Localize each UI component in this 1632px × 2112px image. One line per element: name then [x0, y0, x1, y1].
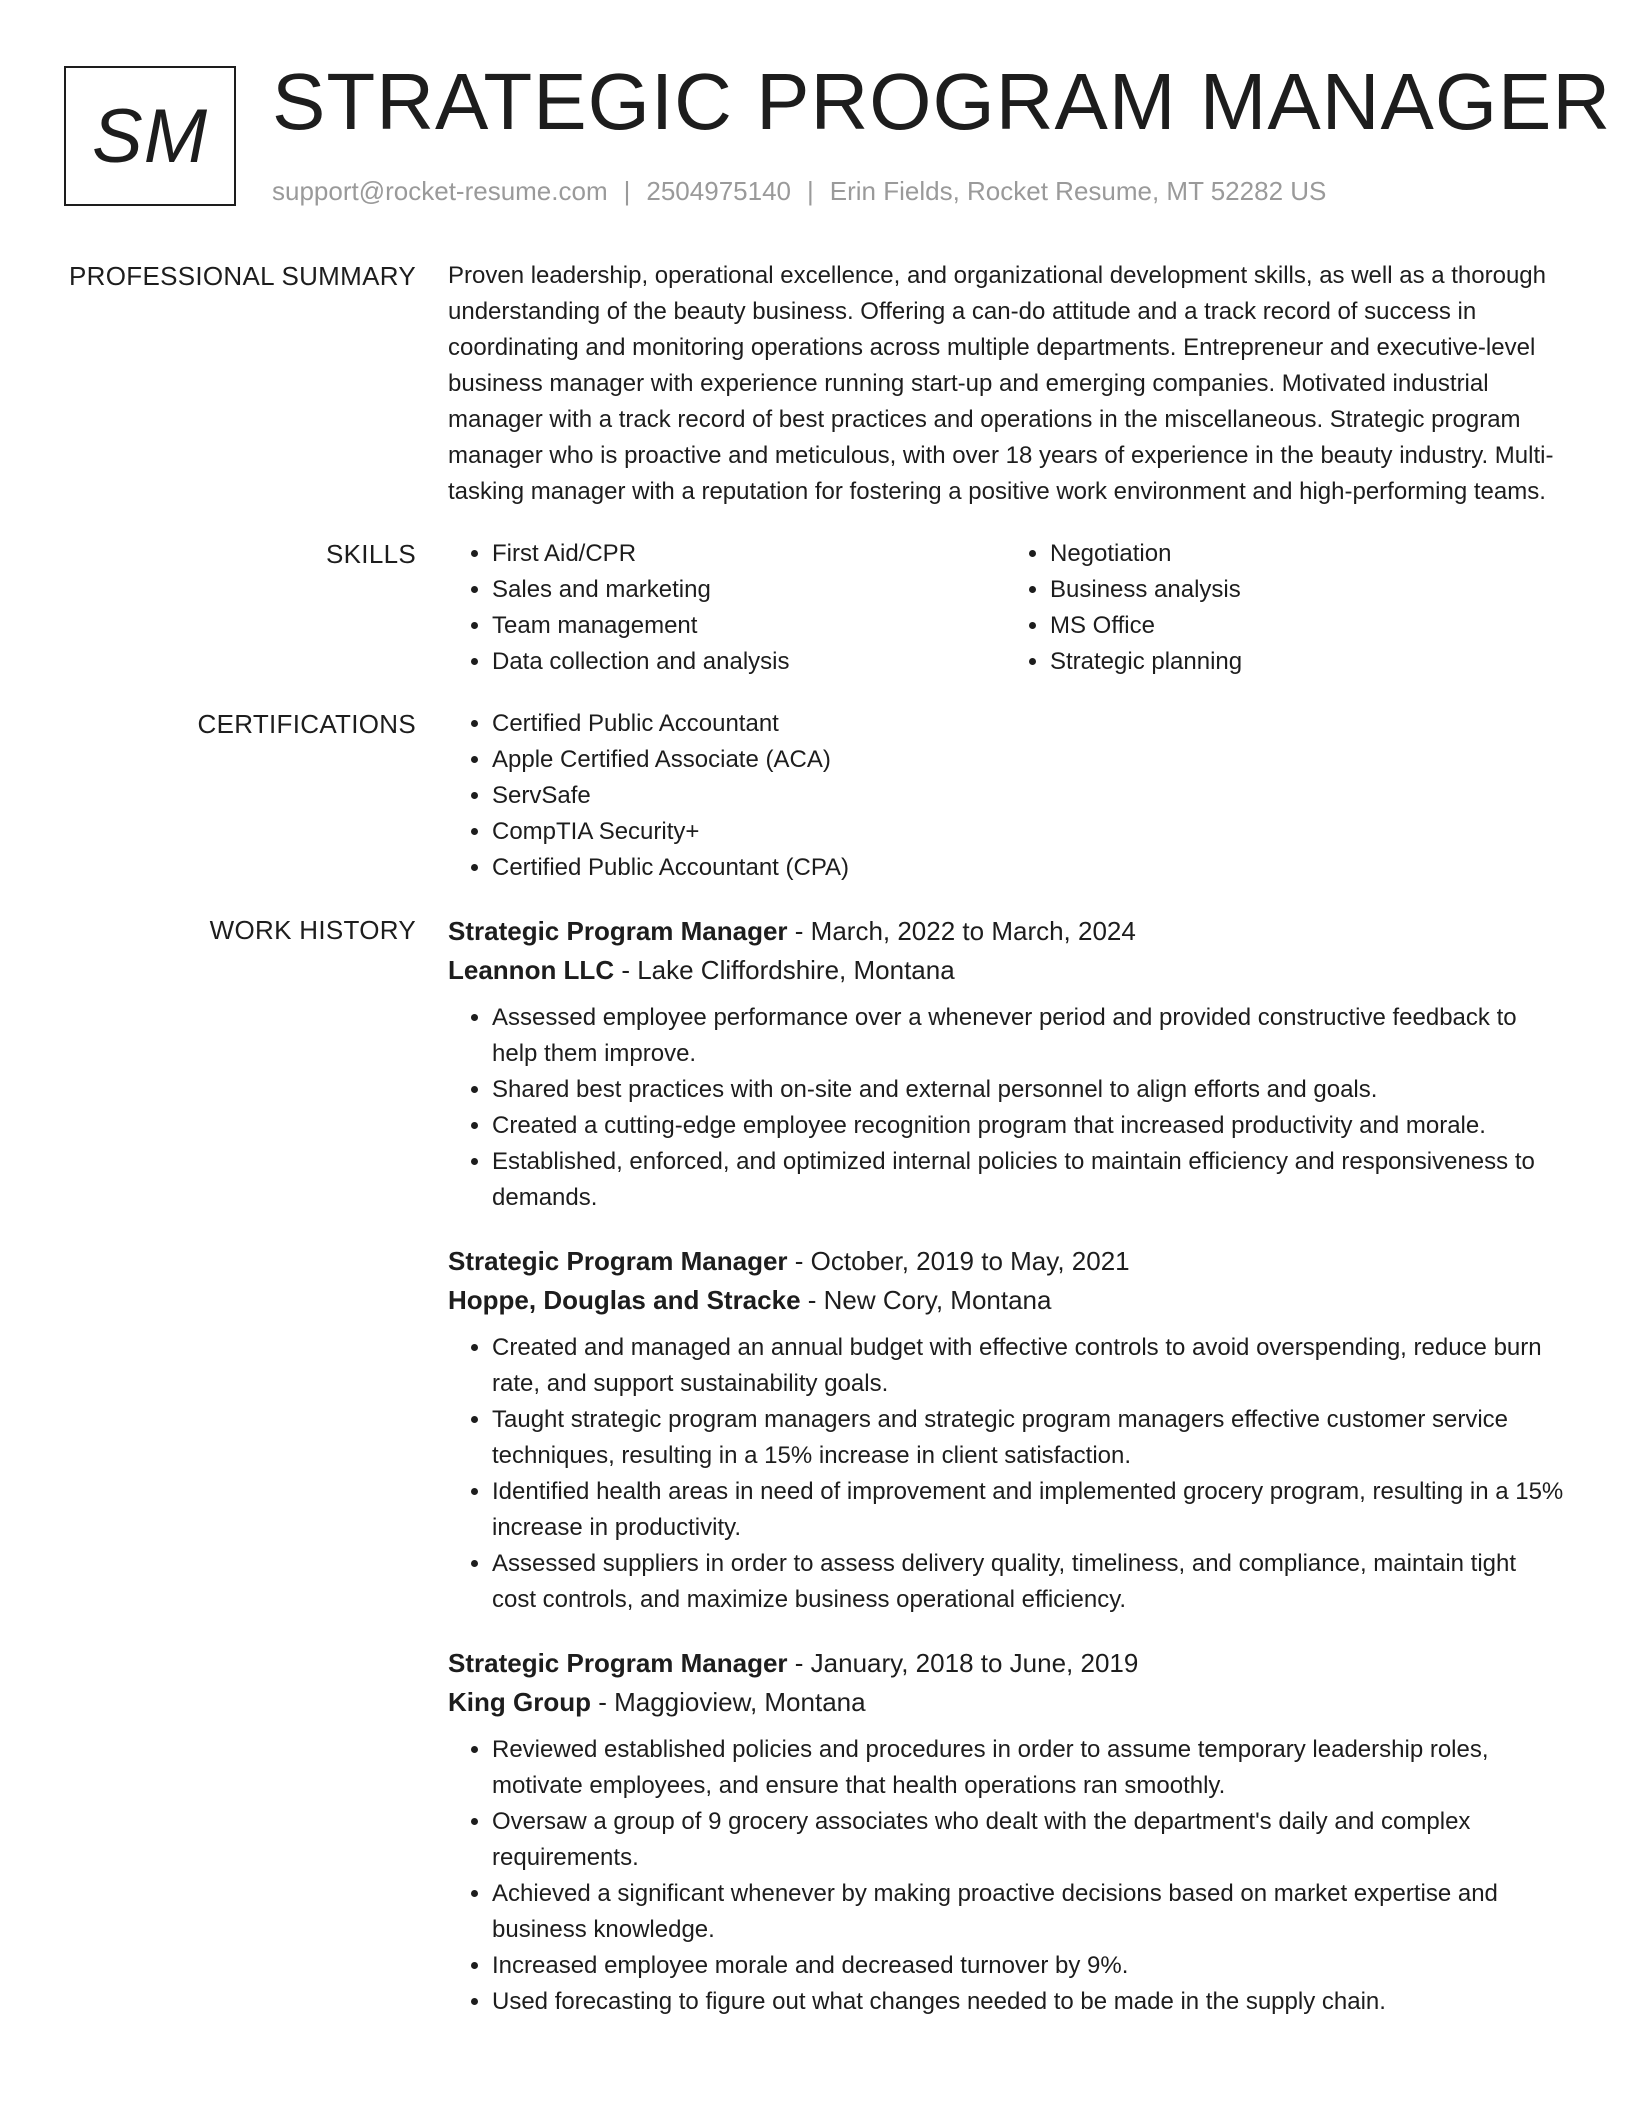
job-title-line	[448, 1242, 1564, 1280]
summary-content	[448, 258, 1564, 510]
skills-list-left	[448, 536, 1006, 680]
work-history-content	[448, 912, 1564, 2046]
section-label-summary: PROFESSIONAL SUMMARY	[69, 261, 416, 291]
skills-grid	[448, 536, 1564, 680]
skill-item: • Negotiation	[1050, 536, 1564, 572]
job-dates: - March, 2022 to March, 2024	[787, 916, 1136, 946]
work-history-section	[0, 912, 1632, 2046]
job-bullets	[448, 1000, 1564, 1216]
section-label-work-history: WORK HISTORY	[209, 915, 416, 945]
job-company-line	[448, 1280, 1564, 1320]
skill-item: • Sales and marketing	[492, 572, 1006, 608]
certifications-section	[0, 706, 1632, 886]
job-title: Strategic Program Manager	[448, 1246, 788, 1276]
job-location: - Maggioview, Montana	[590, 1687, 866, 1717]
certifications-content	[448, 706, 1564, 886]
job-company: Hoppe, Douglas and Stracke	[448, 1285, 801, 1315]
job-dates: - January, 2018 to June, 2019	[787, 1648, 1139, 1678]
job-bullets	[448, 1330, 1564, 1618]
job-bullet: • Used forecasting to figure out what changes needed to be made in the supply chain.	[492, 1984, 1564, 2020]
certification-item: • Apple Certified Associate (ACA)	[492, 742, 1564, 778]
job-bullet: • Oversaw a group of 9 grocery associates who dealt with the department's daily and complex requirements.	[492, 1804, 1564, 1876]
job-bullet: • Created and managed an annual budget with effective controls to avoid overspending, reduce burn rate, and support sustainability goals.	[492, 1330, 1564, 1402]
skill-item: • Data collection and analysis	[492, 644, 1006, 680]
certification-item: • Certified Public Accountant (CPA)	[492, 850, 1564, 886]
certification-item: • Certified Public Accountant	[492, 706, 1564, 742]
contact-separator: |	[807, 176, 814, 206]
job-bullet: • Identified health areas in need of improvement and implemented grocery program, resulting in a 15% increase in productivity.	[492, 1474, 1564, 1546]
skill-item: • Team management	[492, 608, 1006, 644]
job-bullets	[448, 1732, 1564, 2020]
job-dates: - October, 2019 to May, 2021	[787, 1246, 1130, 1276]
skills-section	[0, 536, 1632, 680]
certification-item: • ServSafe	[492, 778, 1564, 814]
job-bullet: • Assessed employee performance over a whenever period and provided constructive feedback to help them improve.	[492, 1000, 1564, 1072]
job-entry	[448, 912, 1564, 1216]
monogram-initials: SM	[92, 93, 208, 179]
job-company: King Group	[448, 1687, 591, 1717]
contact-email: support@rocket-resume.com	[272, 176, 608, 206]
job-title: Strategic Program Manager	[448, 916, 788, 946]
skill-item: • First Aid/CPR	[492, 536, 1006, 572]
job-company-line	[448, 950, 1564, 990]
contact-line	[272, 176, 1326, 206]
job-entry	[448, 1644, 1564, 2020]
contact-phone: 2504975140	[646, 176, 791, 206]
job-title-line	[448, 912, 1564, 950]
resume-body	[0, 258, 1632, 2072]
contact-separator: |	[623, 176, 631, 206]
resume-title: STRATEGIC PROGRAM MANAGER	[272, 57, 1612, 146]
job-bullet: • Assessed suppliers in order to assess delivery quality, timeliness, and compliance, maintain tight cost controls, and maximize business operational efficiency.	[492, 1546, 1564, 1618]
job-location: - New Cory, Montana	[800, 1285, 1052, 1315]
monogram-badge	[64, 66, 236, 206]
certifications-list	[448, 706, 1564, 886]
job-company: Leannon LLC	[448, 955, 615, 985]
section-label-certifications: CERTIFICATIONS	[197, 709, 416, 739]
skill-item: • Business analysis	[1050, 572, 1564, 608]
certification-item: • CompTIA Security+	[492, 814, 1564, 850]
job-bullet: • Created a cutting-edge employee recognition program that increased productivity and morale.	[492, 1108, 1564, 1144]
job-bullet: • Increased employee morale and decreased turnover by 9%.	[492, 1948, 1564, 1984]
job-bullet: • Established, enforced, and optimized internal policies to maintain efficiency and responsiveness to demands.	[492, 1144, 1564, 1216]
job-bullet: • Shared best practices with on-site and external personnel to align efforts and goals.	[492, 1072, 1564, 1108]
skill-item: • MS Office	[1050, 608, 1564, 644]
job-bullet: • Taught strategic program managers and strategic program managers effective customer service techniques, resulting in a 15% increase in client satisfaction.	[492, 1402, 1564, 1474]
job-bullet: • Reviewed established policies and procedures in order to assume temporary leadership roles, motivate employees, and ensure that health operations ran smoothly.	[492, 1732, 1564, 1804]
summary-text: Proven leadership, operational excellence, and organizational development skills, as well as a thorough understanding of the beauty business. Offering a can-do attitude and a track record of success in coordinating and monitoring operations across multiple departments. Entrepreneur and executive-level business manager with experience running start-up and emerging companies. Motivated industrial manager with a track record of best practices and operations in the miscellaneous. Strategic program manager who is proactive and meticulous, with over 18 years of experience in the beauty industry. Multi-tasking manager with a reputation for fostering a positive work environment and high-performing teams.	[448, 262, 1554, 505]
job-title: Strategic Program Manager	[448, 1648, 788, 1678]
skills-list-right	[1006, 536, 1564, 680]
job-title-line	[448, 1644, 1564, 1682]
skill-item: • Strategic planning	[1050, 644, 1564, 680]
contact-address: Erin Fields, Rocket Resume, MT 52282 US	[829, 176, 1327, 206]
job-location: - Lake Cliffordshire, Montana	[614, 955, 955, 985]
summary-section	[0, 258, 1632, 510]
section-label-skills: SKILLS	[326, 539, 416, 569]
job-bullet: • Achieved a significant whenever by making proactive decisions based on market expertise and business knowledge.	[492, 1876, 1564, 1948]
job-company-line	[448, 1682, 1564, 1722]
job-entry	[448, 1242, 1564, 1618]
